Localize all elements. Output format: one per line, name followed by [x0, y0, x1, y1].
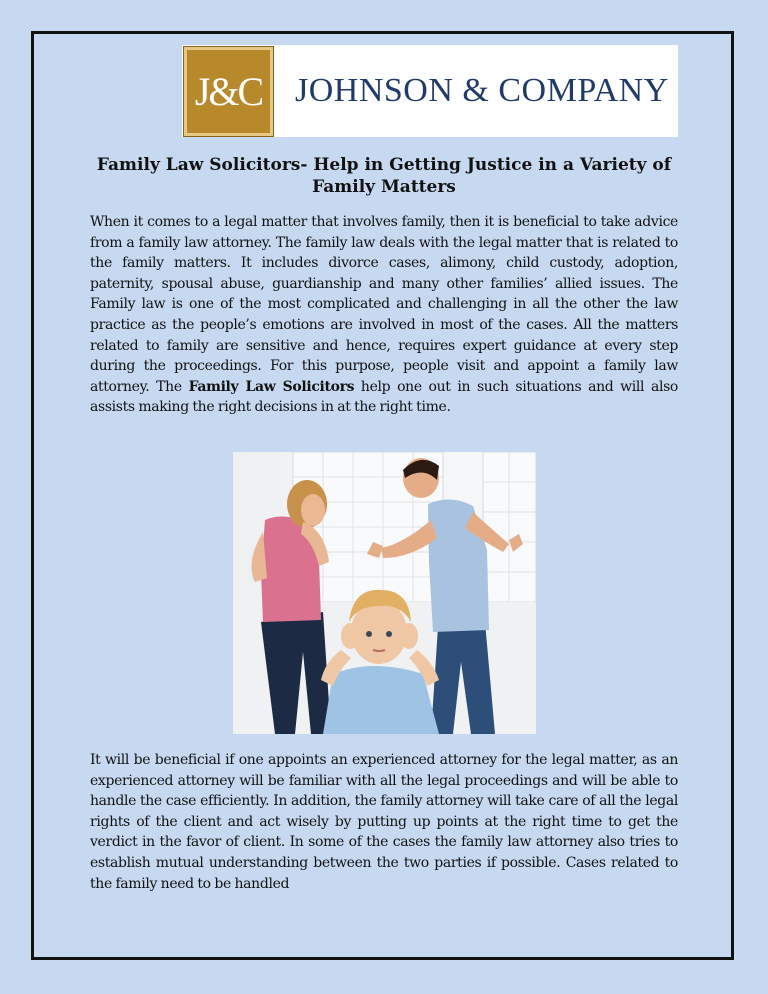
intro-paragraph	[90, 212, 678, 418]
family-conflict-photo	[233, 452, 536, 734]
family-law-solicitors-keyword: Family Law Solicitors	[188, 378, 355, 395]
company-name: JOHNSON & COMPANY	[295, 72, 669, 109]
logo-mark: J&C	[184, 47, 273, 136]
intro-text-end: help one out in such situations and will also assists making the right decisions in at the right time.	[90, 378, 678, 416]
document-title: Family Law Solicitors- Help in Getting Justice in a Variety of Family Matters	[96, 155, 672, 197]
intro-text-start: When it comes to a legal matter that involves family, then it is beneficial to take advice from a family law attorney. The family law deals with the legal matter that is related to the family matters. It includes divorce cases, alimony, child custody, adoption, paternity, spousal abuse, guardianship and many other families’ allied issues. The Family law is one of the most complicated and challenging in all the other the law practice as the people’s emotions are involved in most of the cases. All the matters related to family are sensitive and hence, requires expert guidance at every step during the proceedings. For this purpose, people visit and appoint a family law attorney. The	[90, 214, 678, 395]
company-logo-banner	[182, 45, 678, 137]
body-paragraph: It will be beneficial if one appoints an experienced attorney for the legal matter, as an experienced attorney will be familiar with all the legal proceedings and will be able to handle the case efficiently. In addition, the family attorney will take care of all the legal rights of the client and act wisely by putting up points at the right time to get the verdict in the favor of client. In some of the cases the family law attorney also tries to establish mutual understanding between the two parties if possible. Cases related to the family need to be handled	[90, 752, 678, 892]
